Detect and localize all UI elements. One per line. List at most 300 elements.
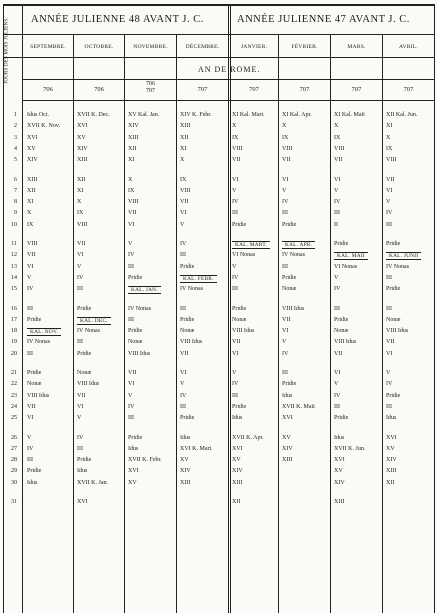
day-number: 9 — [14, 210, 17, 217]
side-label: JOURS DES MOIS JULIENS. — [4, 17, 10, 84]
date-cell: Pridie — [27, 316, 42, 323]
date-cell: IX — [180, 176, 187, 183]
kalends-cell: KAL. JAN. — [128, 286, 161, 294]
date-cell: XIII — [180, 123, 191, 130]
date-cell: XIII — [334, 499, 345, 505]
month-sep — [176, 34, 177, 80]
date-cell: XI Kal. Mart. — [232, 112, 265, 118]
date-cell: III — [180, 252, 186, 259]
date-cell: IV — [128, 403, 135, 410]
date-cell: Pridie — [386, 241, 401, 247]
date-cell: XIII — [27, 176, 38, 183]
date-cell: IV Nonas — [27, 339, 51, 346]
date-cell: Pridie — [180, 316, 195, 323]
date-cell: III — [128, 415, 134, 422]
month-row-top-rule — [3, 34, 434, 35]
day-number: 19 — [11, 339, 17, 346]
date-cell: VI — [128, 381, 135, 388]
date-cell: XI — [180, 145, 187, 152]
date-cell: VI — [282, 176, 289, 183]
date-cell: Pridie — [180, 263, 195, 270]
date-cell: IV — [27, 445, 34, 452]
date-cell: XI — [77, 187, 84, 194]
date-cell: IX — [27, 221, 34, 228]
date-cell: XIV — [386, 457, 397, 464]
date-cell: IX — [282, 134, 289, 141]
date-cell: Pridie — [180, 415, 195, 422]
date-cell: V — [386, 370, 391, 376]
date-cell: XVII K. Nov. — [27, 123, 60, 130]
date-cell: III — [386, 305, 392, 312]
date-cell: IV — [27, 286, 34, 293]
date-cell: V — [128, 241, 133, 247]
date-cell: XV — [282, 434, 291, 441]
data-col-sep — [330, 79, 331, 613]
day-number: 23 — [11, 392, 17, 399]
date-cell: IV — [180, 241, 187, 247]
date-cell: VIII Idus — [232, 328, 255, 335]
date-cell: VIII — [128, 199, 139, 206]
date-cell: VI — [180, 370, 187, 376]
date-cell: IX — [386, 145, 393, 152]
date-cell: VII — [77, 392, 86, 399]
date-cell: VIII Idus — [386, 328, 409, 335]
date-cell: VII — [334, 157, 343, 164]
month-header: NOVEMBRE. — [133, 44, 168, 50]
day-number: 11 — [11, 241, 17, 247]
date-cell: Idus — [386, 415, 397, 422]
date-cell: XII — [232, 499, 241, 505]
month-sep — [382, 34, 383, 80]
date-cell: Idus — [334, 434, 345, 441]
date-cell: V — [232, 187, 237, 194]
date-cell: VII — [232, 339, 241, 346]
date-cell: VII — [282, 316, 291, 323]
date-cell: V — [232, 370, 237, 376]
date-cell: XV Kal. Jan. — [128, 112, 160, 118]
date-cell: VII — [386, 176, 395, 183]
year-label: 707 — [299, 86, 310, 93]
date-cell: III — [128, 263, 134, 270]
date-cell: X — [128, 176, 133, 183]
date-cell: V — [77, 263, 82, 270]
date-cell: IV — [180, 392, 187, 399]
right-border — [434, 4, 435, 613]
date-cell: VIII Idus — [180, 339, 203, 346]
date-cell: III — [334, 305, 340, 312]
date-cell: Pridie — [77, 350, 92, 357]
data-col-sep — [124, 79, 125, 613]
date-cell: III — [334, 210, 340, 217]
data-col-sep — [73, 79, 74, 613]
date-cell: Nonæ — [27, 381, 42, 388]
year-label: 706 — [43, 86, 53, 93]
date-cell: VI — [282, 328, 289, 335]
date-cell: Pridie — [128, 328, 143, 335]
date-cell: Pridie — [77, 305, 92, 312]
date-cell: III — [77, 339, 83, 346]
date-cell: III — [232, 210, 238, 217]
date-cell: VIII — [386, 157, 397, 164]
date-cell: XVII K. Dec. — [77, 112, 110, 118]
month-header: JANVIER. — [240, 44, 268, 50]
date-cell: VIII Idus — [334, 339, 357, 346]
day-number: 1 — [14, 112, 17, 118]
date-cell: Idus — [282, 392, 293, 399]
date-cell: Nonæ — [334, 328, 349, 335]
date-cell: VI Nonas — [334, 263, 358, 270]
date-cell: IV Nonas — [386, 263, 410, 270]
date-cell: VII — [27, 403, 36, 410]
date-cell: Nonæ — [386, 316, 401, 323]
date-cell: VIII — [77, 221, 88, 228]
date-cell: XV — [334, 468, 343, 475]
date-cell: IX — [232, 134, 239, 141]
date-cell: XVI — [77, 499, 88, 505]
date-cell: XI — [128, 157, 135, 164]
month-row-bottom-rule — [3, 57, 434, 58]
date-cell: XII — [27, 187, 36, 194]
date-cell: VIII — [334, 145, 345, 152]
date-cell: XIV — [180, 468, 191, 475]
date-cell: XIII — [282, 457, 293, 464]
date-cell: III — [77, 286, 83, 293]
date-cell: XVI — [282, 415, 293, 422]
day-number: 31 — [11, 499, 17, 505]
date-cell: XIV — [27, 157, 38, 164]
date-cell: XV — [232, 457, 241, 464]
date-cell: VI — [232, 176, 239, 183]
date-cell: V — [77, 415, 82, 422]
date-cell: V — [334, 187, 339, 194]
date-cell: Pridie — [386, 286, 401, 293]
date-cell: IV — [232, 274, 239, 281]
data-col-sep — [278, 79, 279, 613]
day-number: 22 — [11, 381, 17, 388]
month-sep — [278, 34, 279, 80]
date-cell: V — [334, 381, 339, 388]
date-cell: XVI — [232, 445, 243, 452]
day-number: 15 — [11, 286, 17, 293]
date-cell: XIII — [77, 157, 88, 164]
date-cell: XIII — [128, 134, 139, 141]
date-cell: XIV K. Febr. — [180, 112, 212, 118]
date-cell: IV — [334, 199, 341, 206]
date-cell: XV — [180, 457, 189, 464]
date-cell: III — [386, 403, 392, 410]
year-label: 707 — [249, 86, 259, 93]
date-cell: XIII — [386, 468, 397, 475]
day-number: 2 — [14, 123, 17, 130]
date-cell: Pridie — [334, 415, 349, 422]
date-cell: Pridie — [334, 241, 349, 247]
date-cell: Pridie — [386, 392, 401, 399]
date-cell: IV Nonas — [180, 286, 204, 293]
date-cell: IV — [232, 199, 239, 206]
date-cell: XII — [128, 145, 137, 152]
date-cell: XI Kal. Maii — [334, 112, 365, 118]
date-cell: III — [282, 210, 288, 217]
date-cell: XIV — [232, 468, 243, 475]
date-cell: XI — [27, 199, 34, 206]
date-cell: VIII Idus — [77, 381, 100, 388]
date-cell: Idus — [180, 434, 191, 441]
date-cell: V — [27, 434, 32, 441]
day-number: 25 — [11, 415, 17, 422]
date-cell: XIV — [128, 123, 139, 130]
date-cell: IV — [334, 286, 341, 293]
date-cell: IV — [232, 381, 239, 388]
date-cell: Idus — [232, 415, 243, 422]
date-cell: VII — [128, 210, 137, 217]
date-cell: XV — [77, 134, 86, 141]
data-col-sep — [176, 79, 177, 613]
date-cell: IV — [128, 252, 135, 259]
year-label: 707 — [351, 86, 362, 93]
day-number: 27 — [11, 445, 17, 452]
date-cell: X — [282, 123, 287, 130]
date-cell: IV — [282, 199, 289, 206]
month-sep — [330, 34, 331, 80]
date-cell: V — [232, 263, 237, 270]
kalends-cell: KAL. MART. — [232, 241, 270, 249]
date-cell: X — [77, 199, 82, 206]
day-number: 13 — [11, 263, 17, 270]
year-label: 706 707 — [146, 81, 155, 94]
date-cell: XIII — [232, 479, 243, 486]
date-cell: VIII — [180, 187, 191, 194]
date-cell: XVI — [128, 468, 139, 475]
date-cell: VI Nonas — [232, 252, 256, 259]
date-cell: Idus Oct. — [27, 112, 49, 118]
date-cell: XIV — [77, 145, 88, 152]
date-cell: XV — [27, 145, 36, 152]
date-cell: III — [27, 350, 33, 357]
month-header: AVRIL. — [399, 44, 418, 50]
date-cell: IV — [334, 392, 341, 399]
date-cell: VII — [282, 157, 291, 164]
date-cell: IX — [334, 134, 341, 141]
date-cell: V — [180, 381, 185, 388]
date-cell: Pridie — [334, 316, 349, 323]
date-cell: Pridie — [282, 381, 297, 388]
date-cell: VIII Idus — [128, 350, 151, 357]
date-cell: XVI K. Mart. — [180, 445, 213, 452]
date-cell: X — [27, 210, 32, 217]
right-year-title: ANNÉE JULIENNE 47 AVANT J. C. — [237, 14, 410, 25]
top-rule — [3, 4, 434, 6]
month-sep — [124, 34, 125, 80]
day-number: 10 — [11, 221, 17, 228]
date-cell: XII Kal. Jun. — [386, 112, 418, 118]
date-cell: IX — [128, 187, 135, 194]
date-cell: V — [282, 339, 287, 346]
date-cell: Pridie — [128, 274, 143, 281]
date-cell: VI — [334, 176, 341, 183]
date-cell: XVII K. Jan. — [77, 479, 108, 486]
day-number: 26 — [11, 434, 17, 441]
date-cell: XV — [128, 479, 137, 486]
date-cell: VII — [128, 370, 137, 376]
date-cell: Pridie — [27, 468, 42, 475]
date-cell: Nonæ — [128, 339, 143, 346]
date-cell: VI — [334, 370, 341, 376]
date-cell: V — [27, 274, 32, 281]
day-number: 18 — [11, 328, 17, 335]
date-cell: III — [180, 305, 186, 312]
date-cell: Pridie — [232, 305, 247, 312]
date-cell: VIII Idus — [282, 305, 305, 312]
date-cell: X — [386, 134, 391, 141]
date-cell: XVI — [77, 123, 88, 130]
left-year-title: ANNÉE JULIENNE 48 AVANT J. C. — [31, 14, 204, 25]
date-cell: VII — [334, 350, 343, 357]
year-label: 707 — [403, 86, 414, 93]
date-cell: III — [27, 457, 33, 464]
date-cell: IV Nonas — [77, 328, 101, 335]
date-cell: III — [386, 221, 392, 228]
date-cell: VIII — [282, 145, 293, 152]
date-cell: V — [180, 221, 185, 228]
day-column-rule — [22, 4, 23, 613]
date-cell: III — [232, 392, 238, 399]
date-cell: XI Kal. Apr. — [282, 112, 312, 118]
date-cell: VIII — [232, 145, 243, 152]
date-cell: XII — [180, 134, 189, 141]
date-cell: VI — [77, 252, 84, 259]
date-cell: Pridie — [128, 434, 143, 441]
date-cell: VI — [386, 187, 393, 194]
year-label: 706 — [94, 86, 104, 93]
day-number: 24 — [11, 403, 17, 410]
date-cell: Nonæ — [180, 328, 195, 335]
kalends-cell: KAL. JUNII — [386, 252, 421, 260]
date-cell: VIII — [27, 241, 38, 247]
kalends-cell: KAL. MAII — [334, 252, 368, 260]
date-cell: VI — [180, 210, 187, 217]
day-number: 17 — [11, 316, 17, 323]
date-cell: XVII K. Maii — [282, 403, 315, 410]
date-cell: V — [334, 274, 339, 281]
date-cell: XVII K. Jun. — [334, 445, 366, 452]
date-cell: XIV — [334, 479, 345, 486]
month-header: OCTOBRE. — [84, 44, 114, 50]
month-sep — [73, 34, 74, 80]
day-number: 8 — [14, 199, 17, 206]
date-cell: VI — [27, 263, 34, 270]
date-cell: III — [282, 370, 288, 376]
year-divider — [228, 4, 231, 613]
date-cell: IV — [386, 381, 393, 388]
day-number: 28 — [11, 457, 17, 464]
date-cell: X — [180, 157, 185, 164]
day-number: 6 — [14, 176, 17, 183]
day-number: 20 — [11, 350, 17, 357]
month-header: MARS. — [347, 44, 366, 50]
date-cell: VI — [232, 350, 239, 357]
date-cell: XVII K. Apr. — [232, 434, 264, 441]
day-number: 16 — [11, 305, 17, 312]
date-cell: Pridie — [27, 370, 42, 376]
date-cell: XII — [386, 479, 395, 486]
date-cell: IV — [282, 350, 289, 357]
date-cell: III — [27, 305, 33, 312]
date-cell: Pridie — [232, 221, 247, 228]
year-label: 707 — [197, 86, 208, 93]
data-col-sep — [382, 79, 383, 613]
day-number: 30 — [11, 479, 17, 486]
date-cell: XIV — [282, 445, 293, 452]
date-cell: VI — [27, 415, 34, 422]
kalends-cell: KAL. DEC. — [77, 317, 111, 325]
date-cell: VI — [77, 403, 84, 410]
month-header: DÉCEMBRE. — [185, 44, 220, 50]
month-header: FÉVRIER. — [291, 44, 318, 50]
date-cell: III — [128, 316, 134, 323]
date-cell: XVII K. Febr. — [128, 457, 162, 464]
date-cell: III — [232, 286, 238, 293]
day-number: 3 — [14, 134, 17, 141]
date-cell: IV Nonas — [128, 305, 152, 312]
kalends-cell: KAL. NOV. — [27, 328, 61, 336]
date-cell: V — [386, 199, 391, 206]
date-cell: Nonæ — [232, 316, 247, 323]
date-cell: IV — [77, 434, 84, 441]
date-cell: V — [282, 187, 287, 194]
date-cell: VII — [232, 157, 241, 164]
kalends-cell: KAL. FEBR. — [180, 275, 217, 283]
date-cell: XII — [77, 176, 86, 183]
date-cell: Pridie — [77, 457, 92, 464]
date-cell: III — [334, 403, 340, 410]
date-cell: VII — [27, 252, 36, 259]
date-cell: Pridie — [282, 274, 297, 281]
day-number: 4 — [14, 145, 17, 152]
month-header: SEPTEMBRE. — [30, 44, 66, 50]
day-number: 12 — [11, 252, 17, 259]
date-cell: XV — [386, 445, 395, 452]
date-cell: VII — [77, 241, 86, 247]
date-cell: X — [232, 123, 237, 130]
date-cell: V — [128, 392, 133, 399]
date-cell: IV — [386, 210, 393, 217]
date-cell: XIII — [180, 479, 191, 486]
date-cell: IV — [77, 274, 84, 281]
date-cell: VI — [128, 221, 135, 228]
date-cell: XI — [386, 123, 393, 130]
an-de-rome-heading: AN DE ROME. — [198, 65, 261, 74]
date-cell: Nonæ — [282, 286, 297, 293]
day-number: 5 — [14, 157, 17, 164]
date-cell: XVI — [334, 457, 345, 464]
date-cell: VII — [180, 199, 189, 206]
date-cell: XVI — [386, 434, 397, 441]
day-number: 29 — [11, 468, 17, 475]
kalends-cell: KAL. APR. — [282, 241, 315, 249]
date-cell: Idus — [128, 445, 139, 452]
date-cell: III — [282, 263, 288, 270]
date-cell: X — [334, 123, 339, 130]
day-number: 7 — [14, 187, 17, 194]
date-cell: III — [386, 274, 392, 281]
date-cell: VIII Idus — [27, 392, 50, 399]
day-number: 21 — [11, 370, 17, 376]
date-cell: XVI — [27, 134, 38, 141]
day-number: 14 — [11, 274, 17, 281]
date-cell: Pridie — [232, 403, 247, 410]
date-cell: III — [180, 403, 186, 410]
date-cell: IX — [77, 210, 84, 217]
